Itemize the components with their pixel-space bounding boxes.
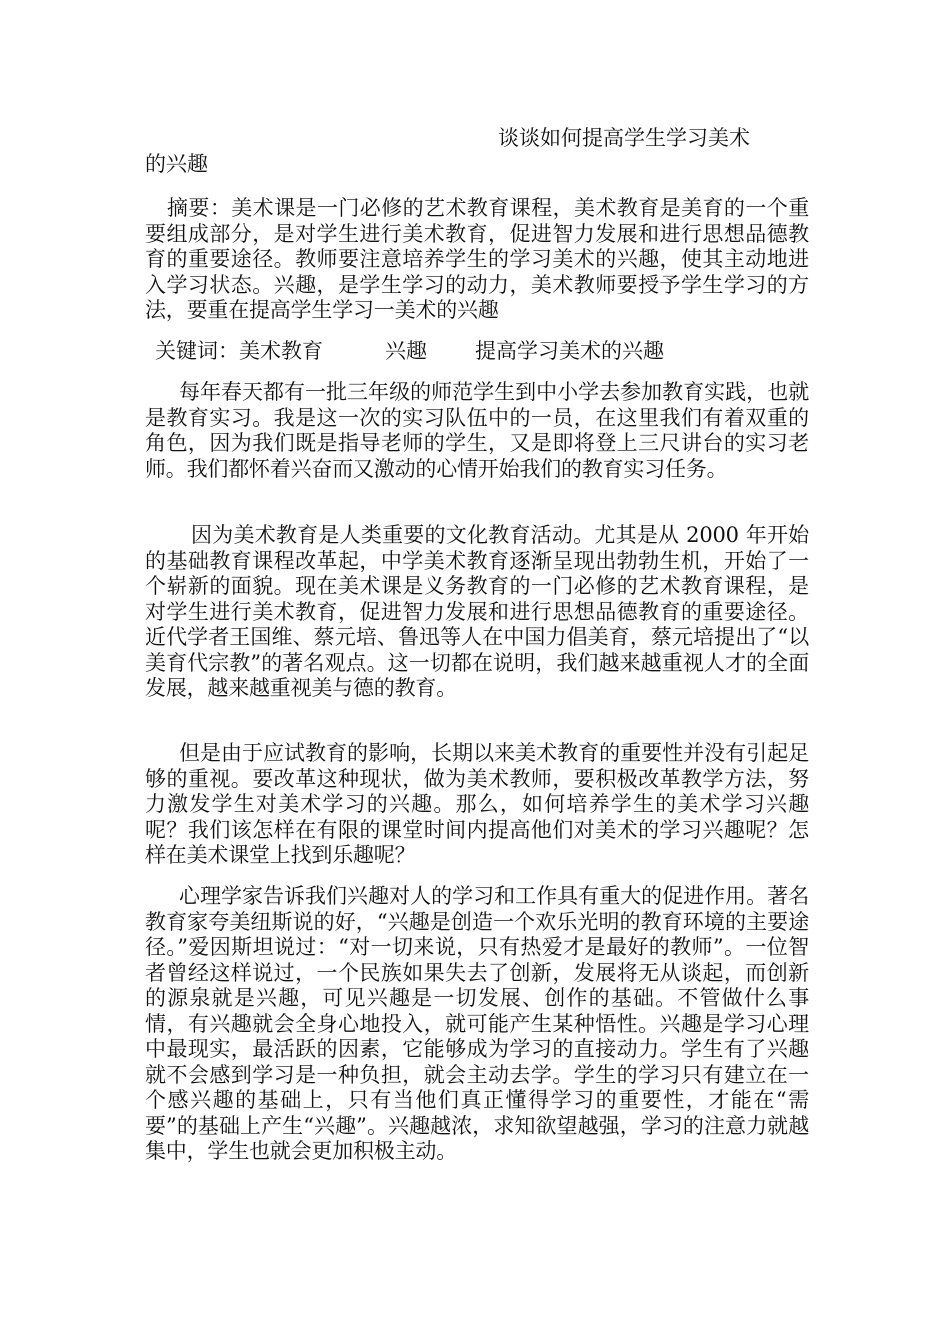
body-paragraph-3: 但是由于应试教育的影响，长期以来美术教育的重要性并没有引起足够的重视。要改革这种现状，做为美术教师，要积极改革教学方法，努力激发学生对美术学习的兴趣。那么，如何培养学生的美术学习兴趣呢？我们该怎样在有限的课堂时间内提高他们对美术的学习兴趣呢？怎样在美术课堂上找到乐趣呢？ [145,741,809,867]
body-paragraph-2: 因为美术教育是人类重要的文化教育活动。尤其是从 2000 年开始的基础教育课程改革起，中学美术教育逐渐呈现出勃勃生机，开始了一个崭新的面貌。现在美术课是义务教育的一门必修的艺术教育课程，是对学生进行美术教育，促进智力发展和进行思想品德教育的重要途径。近代学者王国维、蔡元培、鲁迅等人在中国力倡美育，蔡元培提出了“以美育代宗教”的著名观点。这一切都在说明，我们越来越重视人才的全面发展，越来越重视美与德的教育。 [145,523,809,700]
abstract-paragraph: 摘要：美术课是一门必修的艺术教育课程，美术教育是美育的一个重要组成部分，是对学生进行美术教育，促进智力发展和进行思想品德教育的重要途径。教师要注意培养学生的学习美术的兴趣，使其主动地进入学习状态。兴趣，是学生学习的动力，美术教师要授予学生学习的方法，要重在提高学生学习一美术的兴趣 [145,196,809,322]
keywords-label: 关键词：美术教育 [155,339,323,363]
keyword-improve-interest: 提高学习美术的兴趣 [475,339,664,363]
keyword-interest: 兴趣 [385,339,427,363]
document-title: 谈谈如何提高学生学习美术 [498,126,750,150]
body-paragraph-1: 每年春天都有一批三年级的师范学生到中小学去参加教育实践，也就是教育实习。我是这一次的实习队伍中的一员，在这里我们有着双重的角色，因为我们既是指导老师的学生，又是即将登上三尺讲台的实习老师。我们都怀着兴奋而又激动的心情开始我们的教育实习任务。 [145,380,809,481]
body-paragraph-4: 心理学家告诉我们兴趣对人的学习和工作具有重大的促进作用。著名教育家夸美纽斯说的好，“兴趣是创造一个欢乐光明的教育环境的主要途径。”爱因斯坦说过：“对一切来说，只有热爱才是最好的教师”。一位智者曾经这样说过，一个民族如果失去了创新，发展将无从谈起，而创新的源泉就是兴趣，可见兴趣是一切发展、创作的基础。不管做什么事情，有兴趣就会全身心地投入，就可能产生某种悟性。兴趣是学习心理中最现实，最活跃的因素，它能够成为学习的直接动力。学生有了兴趣就不会感到学习是一种负担，就会主动去学。学生的学习只有建立在一个感兴趣的基础上，只有当他们真正懂得学习的重要性，才能在“需要”的基础上产生“兴趣”。兴趣越浓，求知欲望越强，学习的注意力就越集中，学生也就会更加积极主动。 [145,884,809,1163]
document-title-continued: 的兴趣 [145,152,208,176]
keywords-line [155,337,664,365]
